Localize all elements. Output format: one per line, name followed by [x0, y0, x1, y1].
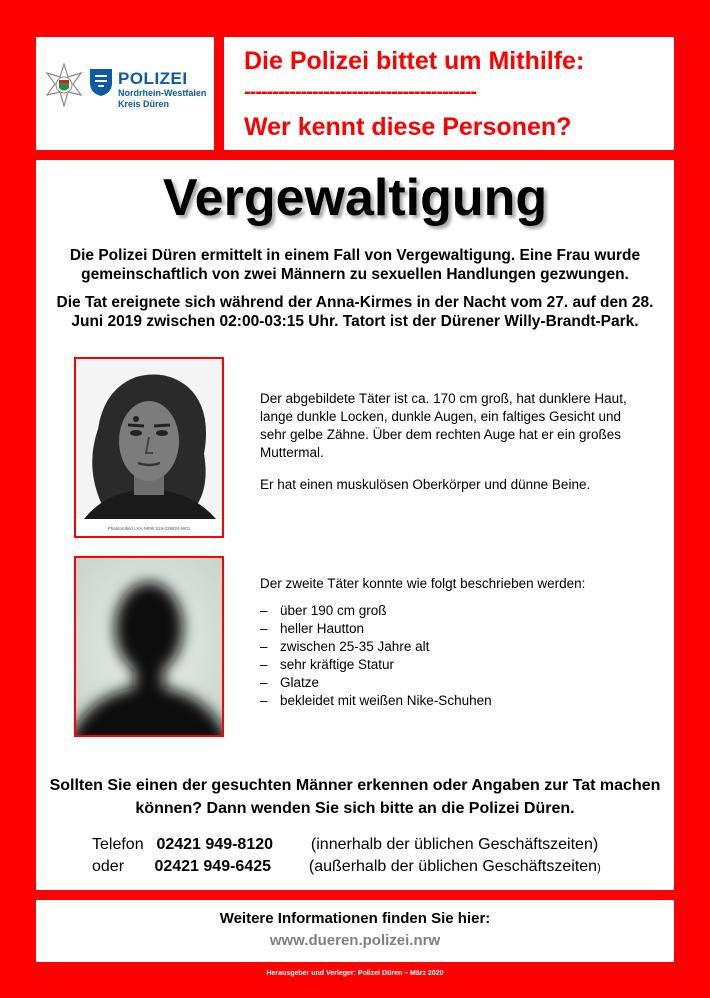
phone1-number[interactable]: 02421 949-8120	[156, 836, 274, 853]
list-item: – heller Hautton	[260, 620, 492, 638]
list-item: – über 190 cm groß	[260, 602, 492, 620]
footer-panel	[36, 900, 674, 962]
header-divider: -----------------------------------------	[244, 81, 477, 103]
header-line1: Die Polizei bittet um Mithilfe:	[244, 47, 585, 75]
suspect1-photo	[74, 357, 224, 538]
suspect1-description: Der abgebildete Täter ist ca. 170 cm groß, hat dunklere Haut, lange dunkle Locken, dunkle Augen, ein faltiges Gesicht und sehr gelbe Zähne. Über dem rechten Auge hat er ein großes Muttermal.	[260, 391, 627, 460]
suspect2-feature-list	[260, 602, 492, 710]
suspect2-silhouette	[76, 558, 222, 735]
suspect1-description2: Er hat einen muskulösen Oberkörper und dünne Beine.	[260, 477, 591, 492]
phone1-label: Telefon	[92, 836, 144, 853]
footer-url-link[interactable]: www.dueren.polizei.nrw	[269, 932, 441, 949]
phone2-note-end: )	[597, 862, 601, 874]
logo-line1: Nordrhein-Westfalen	[118, 88, 207, 98]
header-line3: Wer kennt diese Personen?	[244, 113, 572, 141]
intro-paragraph1: Die Polizei Düren ermittelt in einem Fall von Vergewaltigung. Eine Frau wurde gemeinschaftlich von zwei Männern zu sexuellen Handlungen gezwungen.	[69, 247, 641, 283]
suspect2-intro: Der zweite Täter konnte wie folgt beschrieben werden:	[260, 576, 586, 591]
suspect1-portrait	[76, 359, 222, 536]
list-item: – sehr kräftige Statur	[260, 656, 492, 674]
phone-row-1	[92, 836, 598, 854]
call-to-action: Sollten Sie einen der gesuchten Männer erkennen oder Angaben zur Tat machen können? Dann wenden Sie sich bitte an die Polizei Düren.	[49, 777, 661, 817]
suspect2-photo	[74, 556, 224, 737]
main-panel	[36, 160, 674, 890]
phone2-number[interactable]: 02421 949-6425	[154, 858, 272, 875]
page-title: Vergewaltigung	[162, 169, 548, 227]
footer-title: Weitere Informationen finden Sie hier:	[219, 910, 491, 927]
logo-text	[118, 70, 206, 110]
police-logo-panel	[36, 37, 214, 150]
list-item: – zwischen 25-35 Jahre alt	[260, 638, 492, 656]
phone2-note: (außerhalb der üblichen Geschäftszeiten	[308, 858, 598, 875]
suspect1-photo-caption: Phantombild LKA NRW 519-029924-W01	[107, 526, 191, 531]
logo-title: POLIZEI	[118, 69, 188, 88]
publisher-note: Herausgeber und Verleger: Polizei Düren – März 2020	[266, 970, 444, 977]
list-item: – Glatze	[260, 674, 492, 692]
police-star-icon	[42, 63, 86, 107]
police-shield-icon	[88, 67, 114, 97]
phone-row-2	[92, 858, 601, 876]
phone1-note: (innerhalb der üblichen Geschäftszeiten)	[310, 836, 599, 853]
header-panel	[224, 37, 674, 150]
list-item: – bekleidet mit weißen Nike-Schuhen	[260, 692, 492, 710]
phone2-label: oder	[92, 858, 125, 875]
logo-line2: Kreis Düren	[118, 99, 170, 109]
intro-paragraph2: Die Tat ereignete sich während der Anna-Kirmes in der Nacht vom 27. auf den 28. Juni 2019 zwischen 02:00-03:15 Uhr. Tatort ist der Dürener Willy-Brandt-Park.	[56, 294, 654, 330]
